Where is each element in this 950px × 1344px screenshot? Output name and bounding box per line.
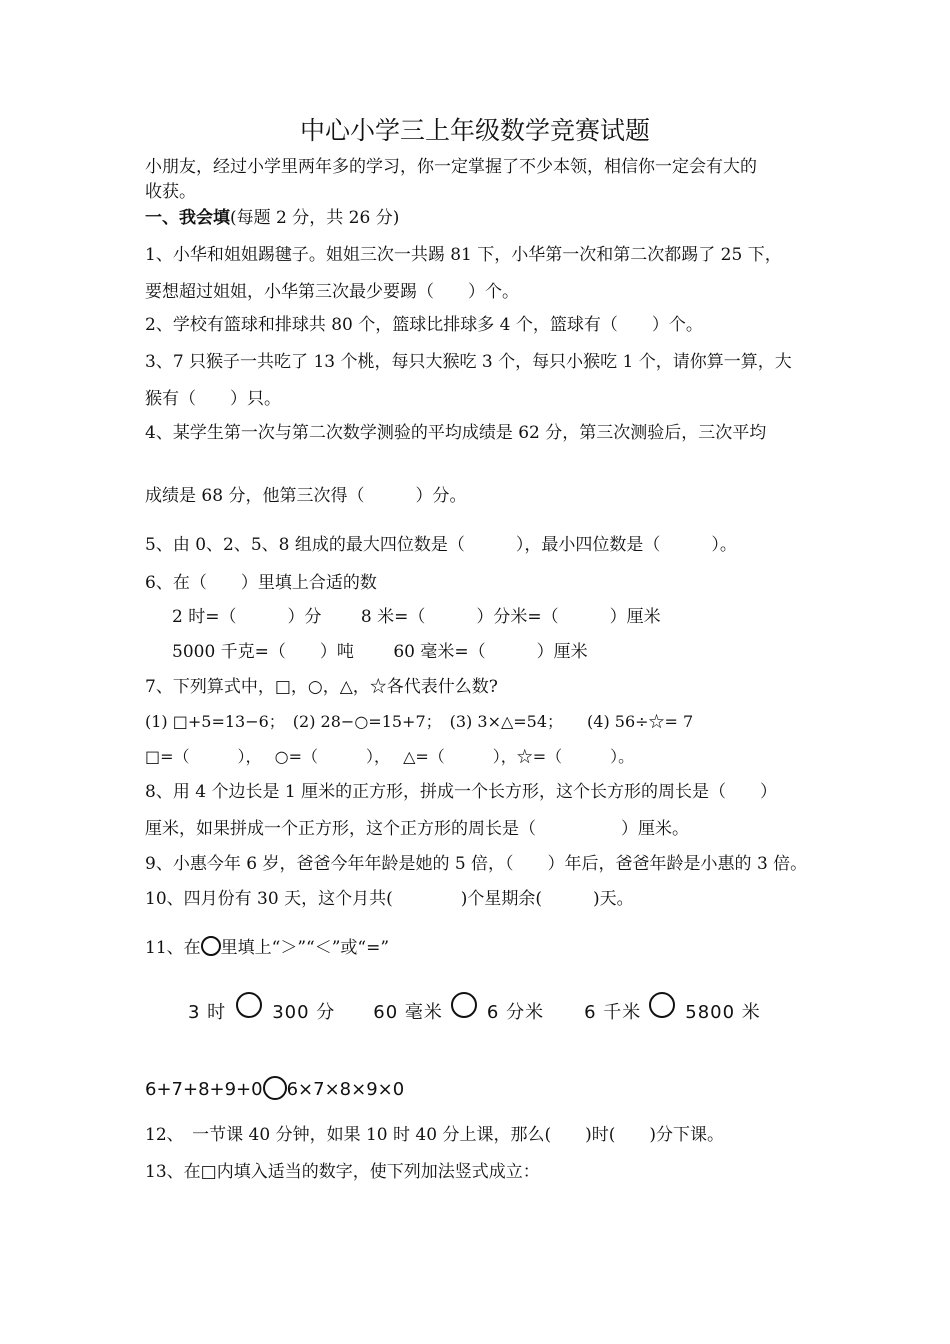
question-12: 12、 一节课 40 分钟，如果 10 时 40 分上课，那么( )时( )分下课。 — [145, 1125, 724, 1145]
comparison-row-1 — [188, 1000, 761, 1026]
question-2: 2、学校有篮球和排球共 80 个，篮球比排球多 4 个，篮球有（ ）个。 — [145, 315, 703, 335]
question-11 — [145, 936, 389, 960]
question-4-line-1: 4、某学生第一次与第二次数学测验的平均成绩是 62 分，第三次测验后，三次平均 — [145, 423, 767, 443]
question-8-line-1: 8、用 4 个边长是 1 厘米的正方形，拼成一个长方形，这个长方形的周长是（ ） — [145, 782, 778, 802]
circle-blank-icon[interactable] — [649, 992, 675, 1018]
question-10: 10、四月份有 30 天，这个月共( )个星期余( )天。 — [145, 889, 634, 909]
question-1-line-2: 要想超过姐姐，小华第三次最少要踢（ ）个。 — [145, 282, 519, 302]
circle-blank-icon[interactable] — [263, 1076, 287, 1100]
question-6: 6、在（ ）里填上合适的数 — [145, 573, 377, 593]
page-title: 中心小学三上年级数学竞赛试题 — [299, 116, 650, 145]
question-5: 5、由 0、2、5、8 组成的最大四位数是（ ），最小四位数是（ ）。 — [145, 535, 737, 555]
question-7-equations: (1) □+5=13−6； (2) 28−○=15+7； (3) 3×△=54； (4) 56÷☆= 7 — [145, 712, 694, 731]
question-9: 9、小惠今年 6 岁，爸爸今年年龄是她的 5 倍，（ ）年后，爸爸年龄是小惠的 3 倍。 — [145, 854, 808, 874]
circle-blank-icon — [201, 936, 221, 956]
question-7: 7、下列算式中，□，○，△，☆各代表什么数? — [145, 677, 498, 697]
comparison-row-2 — [145, 1078, 404, 1102]
cmp-4-left: 6+7+8+9+0 — [145, 1079, 263, 1100]
question-11-prefix: 11、在 — [145, 938, 201, 958]
intro-line-1: 小朋友，经过小学里两年多的学习，你一定掌握了不少本领，相信你一定会有大的 — [145, 157, 757, 177]
question-3-line-2: 猴有（ ）只。 — [145, 389, 281, 409]
cmp-3-right: 5800 米 — [685, 1002, 761, 1023]
circle-blank-icon[interactable] — [451, 992, 477, 1018]
question-7-answers: □=（ ）， ○=（ ）， △=（ ），☆=（ ）。 — [145, 747, 635, 766]
cmp-2-left: 60 毫米 — [373, 1002, 443, 1023]
cmp-3-left: 6 千米 — [584, 1002, 642, 1023]
question-13: 13、在□内填入适当的数字，使下列加法竖式成立： — [145, 1162, 540, 1182]
cmp-2-right: 6 分米 — [486, 1002, 545, 1023]
section-title: 一、我会填 — [145, 208, 230, 228]
cmp-4-right: 6×7×8×9×0 — [286, 1079, 405, 1100]
circle-blank-icon[interactable] — [236, 992, 262, 1018]
intro-line-2: 收获。 — [145, 182, 196, 202]
question-11-suffix: 里填上“＞”“＜”或“=” — [220, 938, 390, 958]
cmp-1-right: 300 分 — [272, 1002, 336, 1023]
cmp-1-left: 3 时 — [188, 1002, 227, 1023]
section-heading — [145, 206, 399, 230]
question-6-row-1: 2 时=（ ）分 8 米=（ ）分米=（ ）厘米 — [172, 607, 661, 627]
question-8-line-2: 厘米，如果拼成一个正方形，这个正方形的周长是（ ）厘米。 — [145, 819, 689, 839]
question-4-line-2: 成绩是 68 分，他第三次得（ ）分。 — [145, 486, 467, 506]
question-6-row-2: 5000 千克=（ ）吨 60 毫米=（ ）厘米 — [172, 642, 588, 662]
question-3-line-1: 3、7 只猴子一共吃了 13 个桃，每只大猴吃 3 个，每只小猴吃 1 个，请你算一算，大 — [145, 352, 792, 372]
section-note: (每题 2 分，共 26 分) — [230, 208, 400, 228]
question-1-line-1: 1、小华和姐姐踢毽子。姐姐三次一共踢 81 下，小华第一次和第二次都踢了 25 下， — [145, 245, 782, 265]
